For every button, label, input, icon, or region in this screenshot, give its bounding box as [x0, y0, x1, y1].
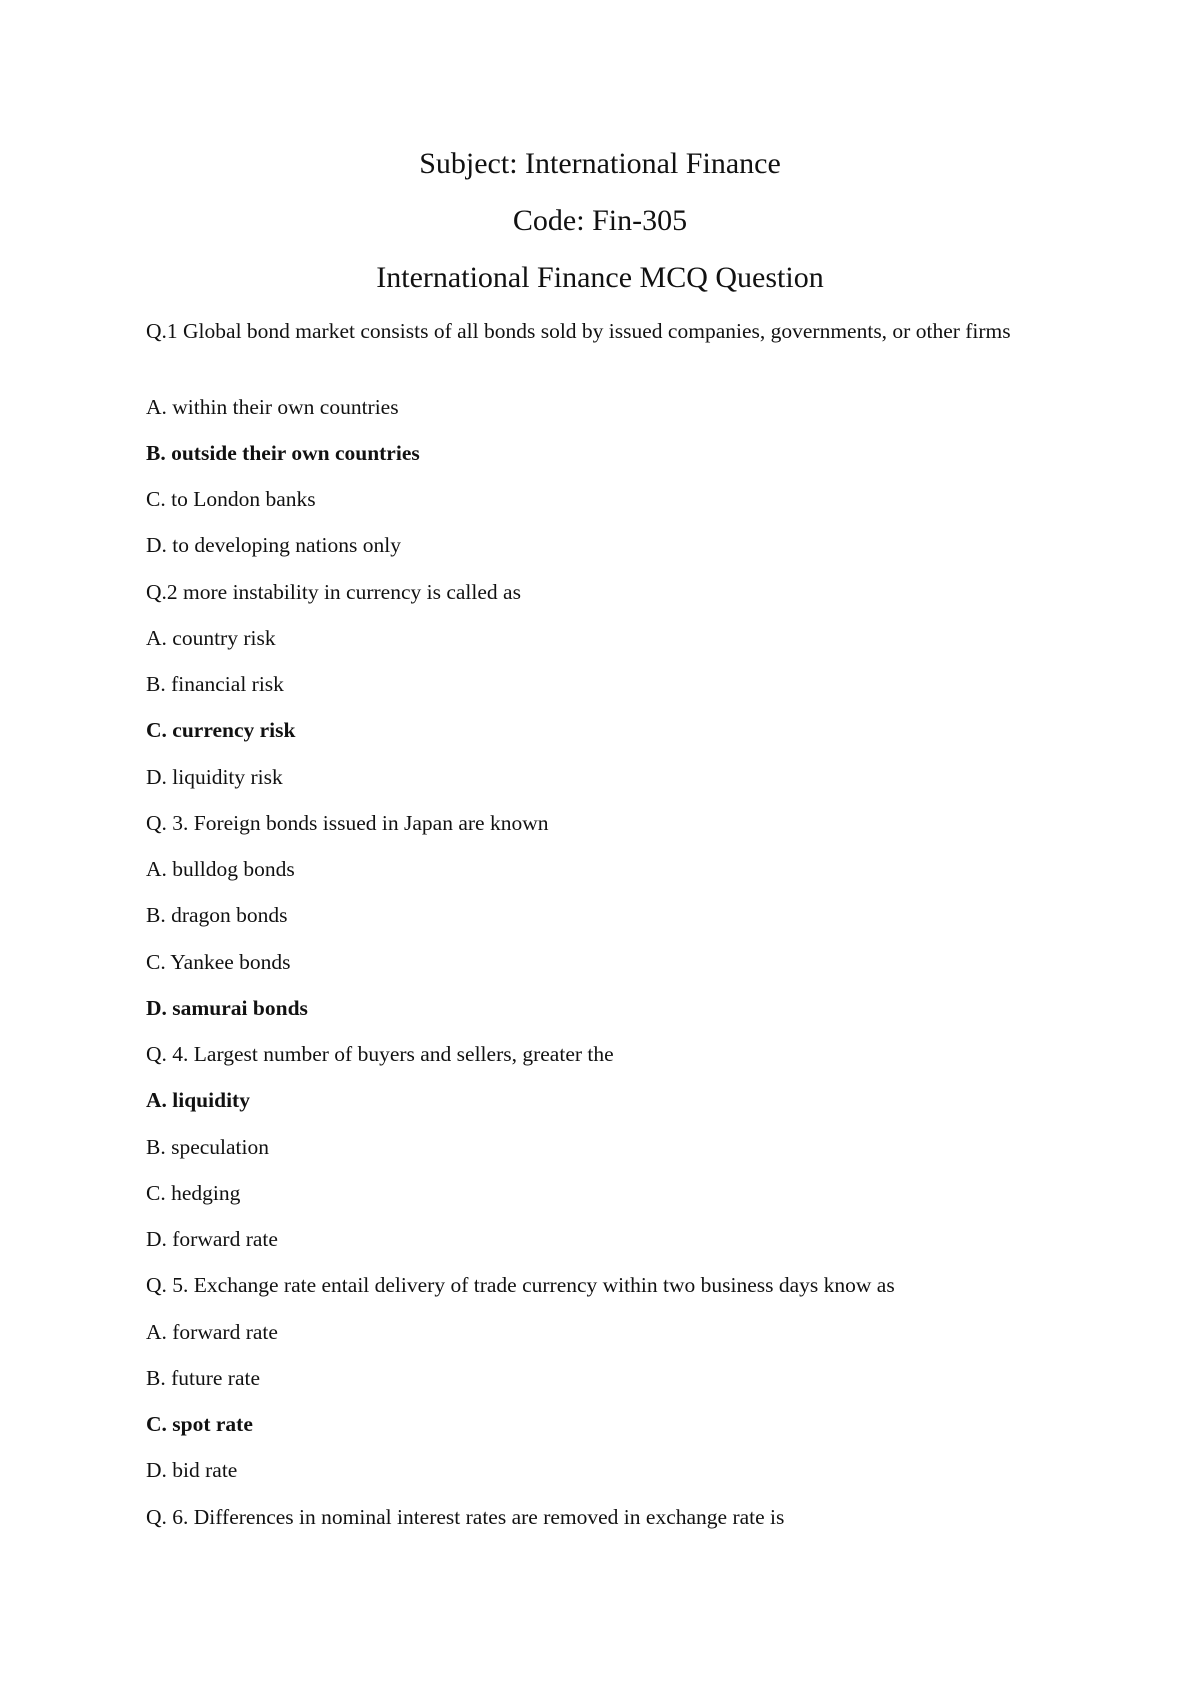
q1-option-a: A. within their own countries — [146, 395, 399, 419]
q5-option-d: D. bid rate — [146, 1458, 238, 1482]
q3-option-b: B. dragon bonds — [146, 903, 288, 927]
subject-heading: Subject: International Finance — [419, 147, 781, 180]
course-code: Code: Fin-305 — [512, 204, 688, 237]
q5-option-c-answer: C. spot rate — [146, 1412, 253, 1436]
q4-option-b: B. speculation — [146, 1135, 270, 1159]
question-5: Q. 5. Exchange rate entail delivery of trade currency within two business days know as — [146, 1273, 895, 1297]
q4-option-d: D. forward rate — [146, 1227, 278, 1251]
q3-option-c: C. Yankee bonds — [146, 950, 291, 974]
q3-option-a: A. bulldog bonds — [146, 857, 295, 881]
q2-option-a: A. country risk — [146, 626, 276, 650]
question-6: Q. 6. Differences in nominal interest rates are removed in exchange rate is — [146, 1505, 785, 1529]
q5-option-a: A. forward rate — [146, 1320, 278, 1344]
question-4: Q. 4. Largest number of buyers and sellers, greater the — [146, 1042, 614, 1066]
q4-option-c: C. hedging — [146, 1181, 241, 1205]
q4-option-a-answer: A. liquidity — [146, 1088, 250, 1112]
document-title: International Finance MCQ Question — [376, 261, 824, 294]
q1-option-d: D. to developing nations only — [146, 533, 401, 557]
q1-option-b-answer: B. outside their own countries — [146, 441, 420, 465]
q1-option-c: C. to London banks — [146, 487, 316, 511]
q2-option-c-answer: C. currency risk — [146, 718, 296, 742]
question-1: Q.1 Global bond market consists of all bonds sold by issued companies, governments, or other firms — [146, 319, 1011, 343]
q2-option-d: D. liquidity risk — [146, 765, 283, 789]
q5-option-b: B. future rate — [146, 1366, 261, 1390]
question-3: Q. 3. Foreign bonds issued in Japan are known — [146, 811, 549, 835]
q3-option-d-answer: D. samurai bonds — [146, 996, 308, 1020]
question-2: Q.2 more instability in currency is called as — [146, 580, 521, 604]
q2-option-b: B. financial risk — [146, 672, 284, 696]
